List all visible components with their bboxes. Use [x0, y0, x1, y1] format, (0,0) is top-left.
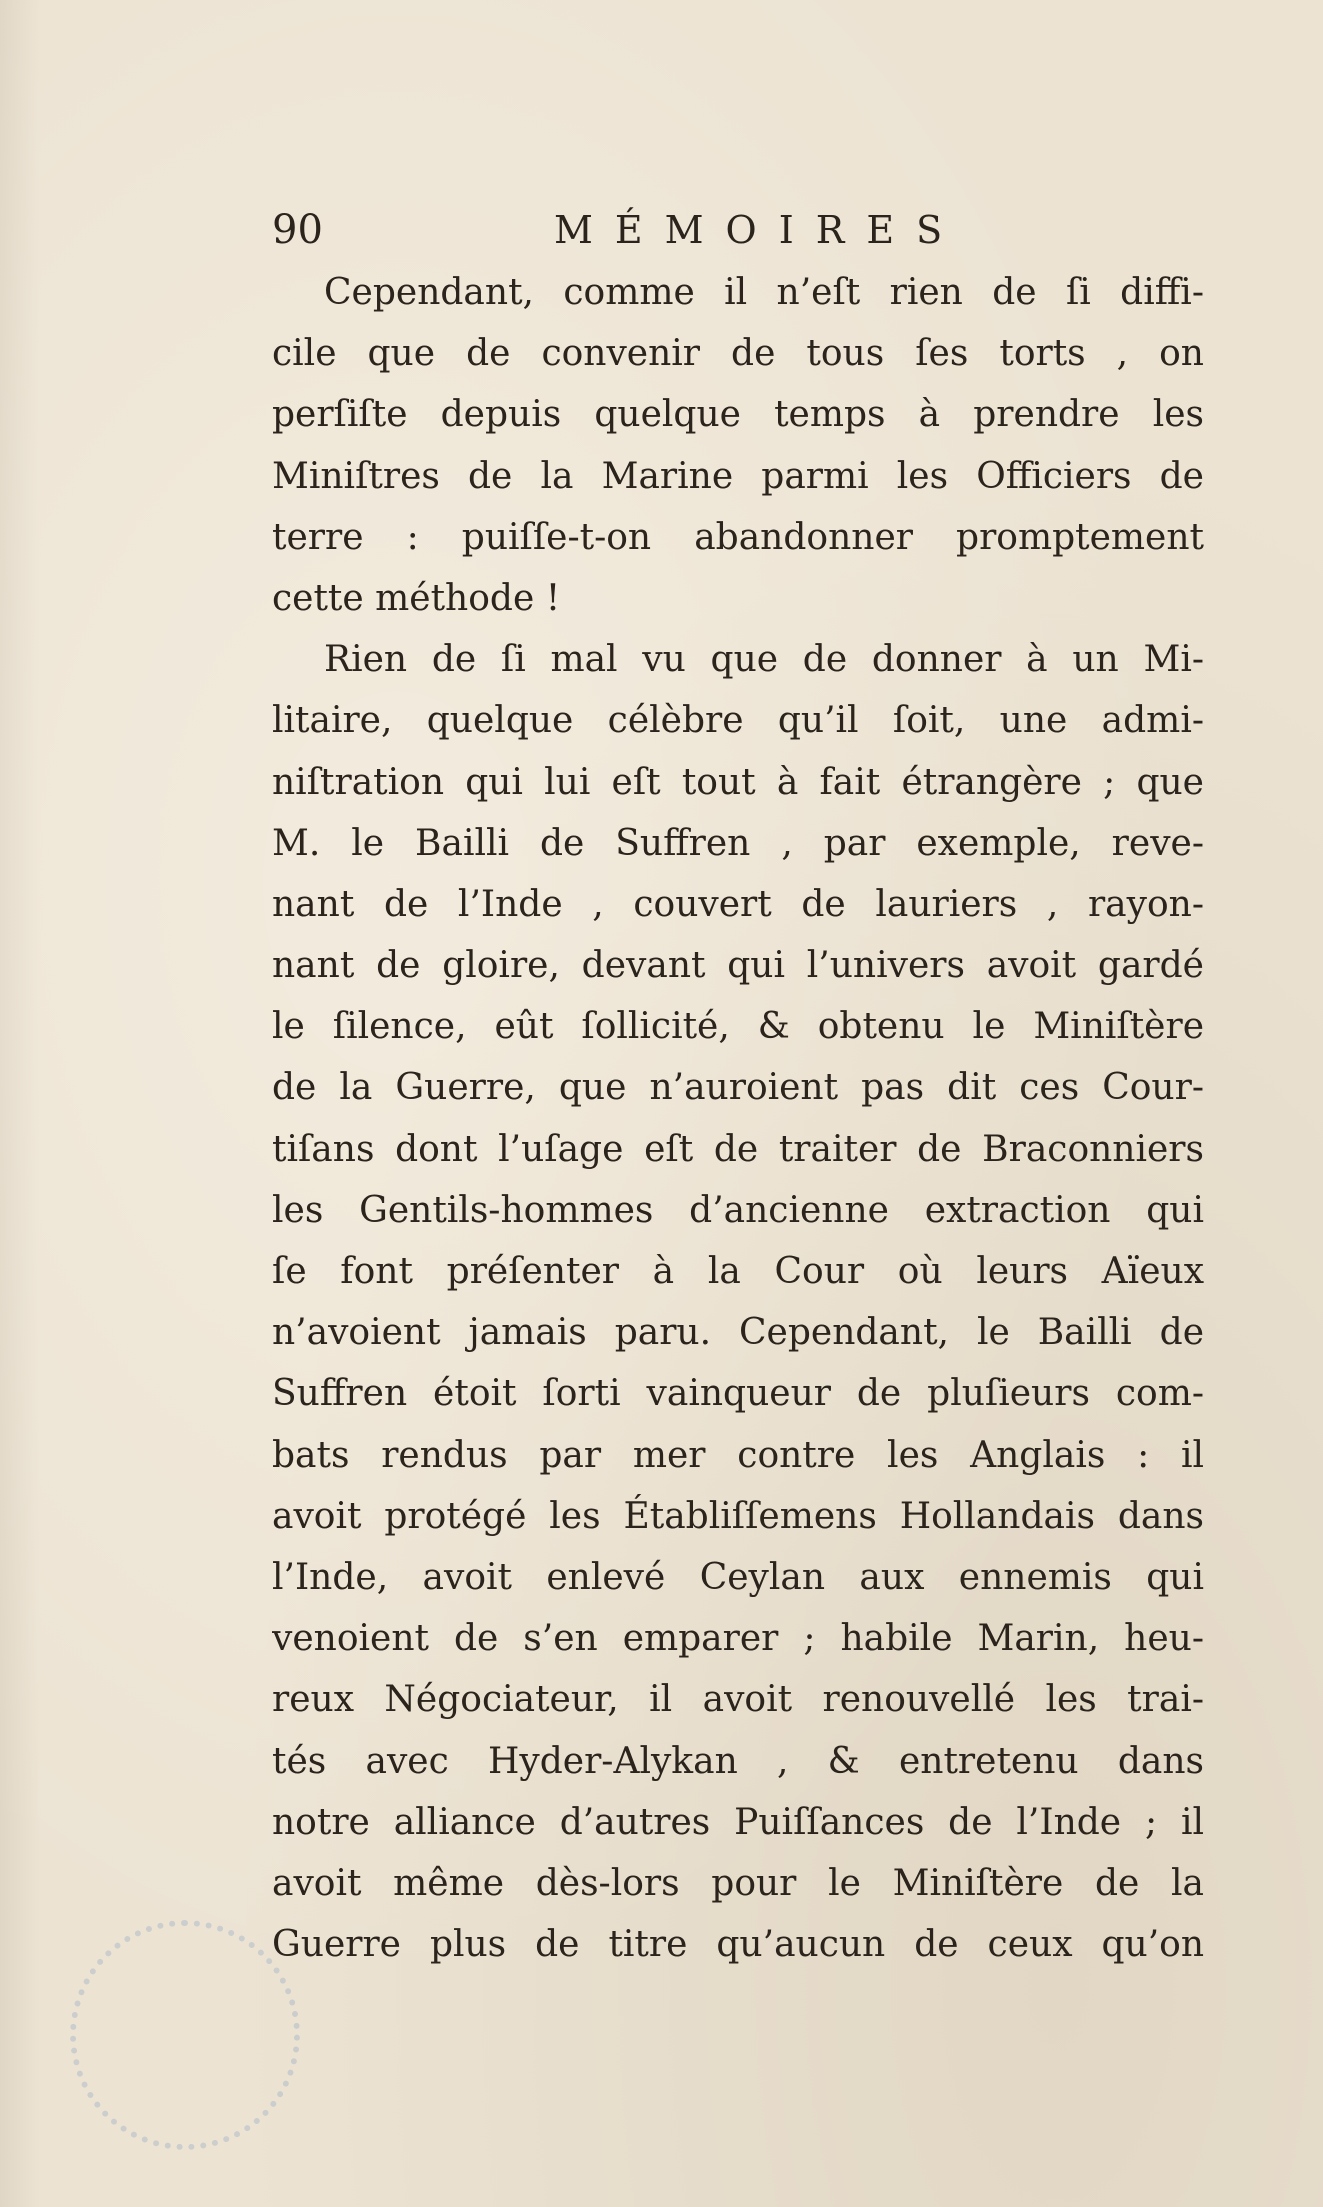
- text-line: Suffren étoit ſorti vainqueur de pluſieurs com-: [272, 1373, 1204, 1415]
- text-line: l’Inde, avoit enlevé Ceylan aux ennemis qui: [272, 1556, 1204, 1598]
- running-title: MÉMOIRES: [554, 208, 965, 252]
- text-line: tiſans dont l’uſage eſt de traiter de Braconniers: [272, 1128, 1204, 1170]
- text-line: ſe font préſenter à la Cour où leurs Aïeux: [272, 1251, 1204, 1292]
- text-line: le ſilence, eût ſollicité, & obtenu le Miniſtère: [272, 1006, 1204, 1048]
- text-line: tés avec Hyder-Alykan , & entretenu dans: [272, 1740, 1204, 1782]
- text-line: Guerre plus de titre qu’aucun de ceux qu’on: [272, 1924, 1204, 1966]
- text-line: les Gentils-hommes d’ancienne extraction qui: [272, 1189, 1204, 1231]
- text-line: niſtration qui lui eſt tout à fait étrangère ; que: [272, 761, 1204, 803]
- text-line: venoient de s’en emparer ; habile Marin, heu-: [272, 1618, 1204, 1660]
- text-line: M. le Bailli de Suffren , par exemple, reve-: [272, 822, 1204, 864]
- page-header: [272, 200, 1212, 260]
- text-line: bats rendus par mer contre les Anglais : il: [272, 1434, 1204, 1476]
- body-text: [272, 262, 1204, 1975]
- text-line: reux Négociateur, il avoit renouvellé les trai-: [272, 1679, 1204, 1721]
- text-line: cette méthode !: [272, 577, 561, 619]
- text-line: cile que de convenir de tous ſes torts , on: [272, 333, 1204, 375]
- page-number: 90: [272, 207, 323, 253]
- text-line: litaire, quelque célèbre qu’il ſoit, une admi-: [272, 700, 1204, 742]
- text-line: Rien de ſi mal vu que de donner à un Mi-: [324, 639, 1204, 681]
- text-line: n’avoient jamais paru. Cependant, le Bailli de: [272, 1312, 1204, 1354]
- library-stamp-mark: [70, 1920, 300, 2150]
- text-line: Miniſtres de la Marine parmi les Officiers de: [272, 455, 1204, 497]
- text-line: nant de gloire, devant qui l’univers avoit gardé: [272, 945, 1204, 987]
- text-line: perſiſte depuis quelque temps à prendre les: [272, 394, 1204, 436]
- text-line: terre : puiſſe-t-on abandonner promptement: [272, 516, 1204, 558]
- text-line: avoit même dès-lors pour le Miniſtère de la: [272, 1862, 1204, 1904]
- text-line: avoit protégé les Établiſſemens Hollandais dans: [272, 1495, 1204, 1537]
- text-line: Cependant, comme il n’eſt rien de ſi diffi-: [324, 272, 1204, 313]
- text-line: notre alliance d’autres Puiſſances de l’Inde ; il: [272, 1801, 1204, 1843]
- text-line: nant de l’Inde , couvert de lauriers , rayon-: [272, 883, 1204, 925]
- text-line: de la Guerre, que n’auroient pas dit ces Cour-: [272, 1067, 1204, 1109]
